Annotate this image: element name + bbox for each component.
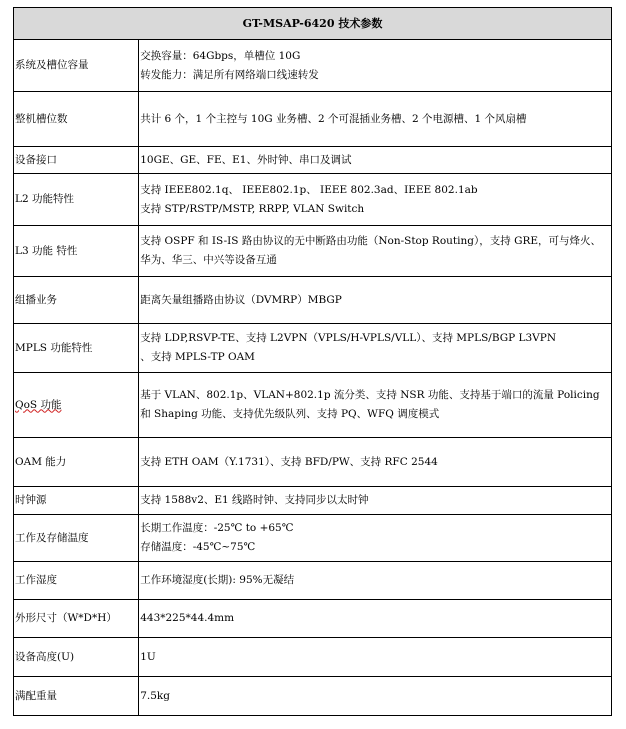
value-line: 支持 IEEE802.1q、 IEEE802.1p、 IEEE 802.3ad、IEEE 802.1ab [140,183,478,196]
row-value [139,174,612,226]
table-title: GT-MSAP-6420 技术参数 [14,8,612,40]
table-row [14,174,612,226]
row-label: 工作及存储温度 [14,515,139,562]
row-value [139,324,612,373]
value-line: 1U [140,650,156,663]
row-label: MPLS 功能特性 [14,324,139,373]
row-label: L3 功能 特性 [14,226,139,277]
row-label: 系统及槽位容量 [14,40,139,92]
row-label: 时钟源 [14,487,139,515]
row-label [14,373,139,438]
row-value [139,92,612,147]
table-row [14,562,612,600]
value-line: 10GE、GE、FE、E1、外时钟、串口及调试 [140,153,352,166]
row-label: L2 功能特性 [14,174,139,226]
row-value [139,226,612,277]
row-value [139,373,612,438]
qos-label-text: QoS 功能 [15,398,62,411]
value-line: 工作环境湿度(长期): 95%无凝结 [140,574,295,586]
row-value [139,438,612,487]
table-row [14,92,612,147]
value-line: 443*225*44.4mm [140,612,235,624]
value-line: 支持 STP/RSTP/MSTP, RRPP, VLAN Switch [140,202,365,215]
row-label: 满配重量 [14,677,139,716]
value-line: 7.5kg [140,689,170,702]
table-row [14,226,612,277]
row-label: 整机槽位数 [14,92,139,147]
table-row [14,638,612,677]
row-value [139,487,612,515]
table-row [14,438,612,487]
row-label: 工作湿度 [14,562,139,600]
value-line: 距离矢量组播路由协议（DVMRP）MBGP [140,293,342,306]
value-line: 长期工作温度：-25℃ to +65℃ [140,522,294,534]
value-line: 支持 ETH OAM（Y.1731）、支持 BFD/PW、支持 RFC 2544 [140,455,438,468]
value-line: 基于 VLAN、802.1p、VLAN+802.1p 流分类、支持 NSR 功能、支持基于端口的流量 Policing 和 Shaping 功能、支持优先级队列、支持 PQ、WFQ 调度模式 [140,389,600,420]
table-row [14,515,612,562]
value-line: 支持 1588v2、E1 线路时钟、支持同步以太时钟 [140,494,369,506]
value-line: 转发能力：满足所有网络端口线速转发 [140,68,319,81]
table-row [14,373,612,438]
value-line: 交换容量：64Gbps，单槽位 10G [140,49,301,62]
value-line: 支持 LDP,RSVP-TE、支持 L2VPN（VPLS/H-VPLS/VLL）、支持 MPLS/BGP L3VPN [140,332,557,344]
table-row [14,40,612,92]
table-header-row [14,8,612,40]
row-label: 外形尺寸（W*D*H） [14,600,139,638]
row-label: 设备接口 [14,147,139,174]
table-row [14,600,612,638]
row-value [139,562,612,600]
value-line: 、支持 MPLS-TP OAM [140,351,255,363]
table-row [14,487,612,515]
row-value [139,515,612,562]
row-label: 设备高度(U) [14,638,139,677]
row-value [139,638,612,677]
value-line: 支持 OSPF 和 IS-IS 路由协议的无中断路由功能（Non-Stop Routing），支持 GRE，可与烽火、华为、华三、中兴等设备互通 [140,235,602,266]
row-value [139,147,612,174]
row-value [139,40,612,92]
table-row [14,147,612,174]
row-value [139,600,612,638]
table-row [14,677,612,716]
value-line: 共计 6 个，1 个主控与 10G 业务槽、2 个可混插业务槽、2 个电源槽、1 个风扇槽 [140,112,527,125]
spec-table [13,7,612,716]
row-value [139,277,612,324]
row-label: OAM 能力 [14,438,139,487]
table-row [14,277,612,324]
table-row [14,324,612,373]
row-value [139,677,612,716]
row-label: 组播业务 [14,277,139,324]
value-line: 存储温度：-45℃~75℃ [140,541,256,553]
